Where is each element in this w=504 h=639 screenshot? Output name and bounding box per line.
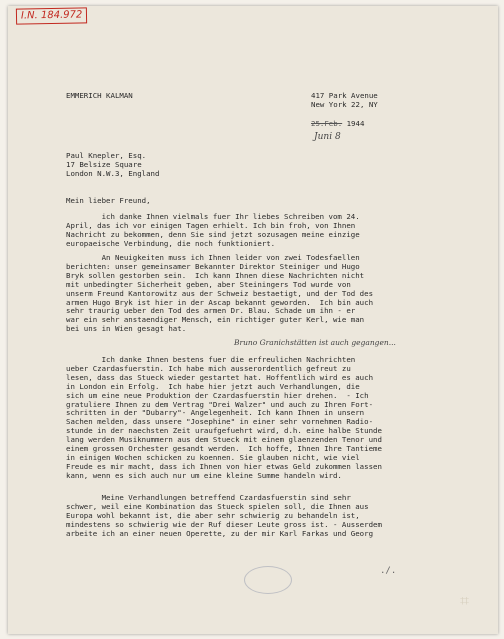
body-line: armen Hugo Bryk ist hier in der Ascap bekannt geworden. Ich bin auch — [66, 297, 374, 307]
body-line: in einigen Wochen schicken zu koennen. Sie glauben nicht, wie viel — [66, 452, 360, 462]
sender-address-line-1: 417 Park Avenue — [311, 91, 378, 100]
pencil-mark: ./. — [380, 566, 397, 576]
body-line: An Neuigkeiten muss ich Ihnen leider von zwei Todesfaellen — [66, 253, 360, 262]
body-line: Freude es mir macht, dass ich Ihnen von hier etwas Geld zukommen lassen — [66, 461, 382, 471]
recipient-line: London N.W.3, England — [66, 169, 160, 178]
body-line: in London ein Erfolg. Ich habe hier jetzt auch Verhandlungen, die — [66, 381, 360, 391]
body-line: Bryk sollen gestorben sein. Ich kann Ihnen diese Nachrichten nicht — [66, 270, 365, 280]
letter-date — [311, 120, 364, 129]
body-line: mit unbedingter Sicherheit geben, aber Steiningers Tod wurde von — [66, 279, 351, 289]
body-line: ueber Czardasfuerstin. Ich habe mich ausserordentlich gefreut zu — [66, 363, 351, 373]
letter-sheet — [8, 6, 498, 634]
body-line: sich um eine neue Produktion der Czardasfuerstin hier drehen. - Ich — [66, 390, 369, 400]
body-line: lesen, dass das Stueck wieder gestartet hat. Hoffentlich wird es auch — [66, 372, 374, 382]
sender-address-line-2: New York 22, NY — [311, 100, 378, 109]
salutation: Mein lieber Freund, — [66, 196, 151, 205]
struck-date: 25.Feb. — [311, 119, 343, 128]
body-line: gratuliere Ihnen zu dem Vertrag "Drei Walzer" und auch zu Ihren Fort- — [66, 399, 374, 409]
body-line: Meine Verhandlungen betreffend Czardasfuerstin sind sehr — [66, 493, 351, 502]
recipient-line: 17 Belsize Square — [66, 160, 142, 169]
archive-number-stamp: I.N. 184.972 — [16, 7, 88, 24]
body-line: stunde in der naechsten Zeit uraufgefuehrt wird, d.h. eine halbe Stunde — [66, 426, 382, 436]
body-line: europaeische Verbindung, die noch funktioniert. — [66, 238, 276, 248]
body-line: schritten in der "Dubarry"- Angelegenheit. Ich kann Ihnen in unsern — [66, 408, 365, 418]
body-line: berichten: unser gemeinsamer Bekannter Direktor Steiniger und Hugo — [66, 261, 360, 271]
body-line: sehr traurig ueber den Tod des armen Dr. Blau. Schade um ihn - er — [66, 306, 356, 316]
handwritten-date: Juni 8 — [314, 132, 341, 142]
body-line: Europa wohl bekannt ist, die aber sehr schwierig zu behandeln ist, — [66, 510, 360, 520]
body-line: schwer, weil eine Kombination das Stueck spielen soll, die Ihnen aus — [66, 501, 369, 511]
handwritten-insert: Bruno Granichstätten ist auch gegangen... — [234, 338, 396, 347]
body-line: arbeite ich an einer neuen Operette, zu der mir Karl Farkas und Georg — [66, 528, 374, 538]
body-line: bei uns in Wien gesagt hat. — [66, 324, 187, 334]
faint-edge-mark: ⌗ — [460, 591, 470, 610]
body-line: war ein sehr anstaendiger Mensch, ein richtiger guter Kerl, wie man — [66, 315, 365, 325]
date-year: 1944 — [342, 119, 365, 128]
body-line: einem grossen Orchester gesandt werden. Ich hoffe, Ihnen Ihre Tantieme — [66, 444, 382, 453]
body-line: April, das ich vor einigen Tagen erhielt. Ich bin froh, von Ihnen — [66, 220, 356, 230]
body-line: lang werden Musiknummern aus dem Stueck mit einem glaenzenden Tenor und — [66, 435, 382, 445]
recipient-line: Paul Knepler, Esq. — [66, 151, 147, 160]
body-line: ich danke Ihnen vielmals fuer Ihr liebes Schreiben vom 24. — [66, 212, 360, 221]
body-line: Sachen melden, dass unsere "Josephine" in einer sehr vornehmen Radio- — [66, 417, 374, 427]
sender-name: EMMERICH KALMAN — [66, 91, 133, 100]
faded-rubber-stamp — [244, 566, 292, 594]
body-line: mindestens so schwierig wie der Ruf dieser Leute gross ist. - Ausserdem — [66, 519, 382, 529]
body-line: unserm Freund Kantorowitz aus der Schweiz bestaetigt, und der Tod des — [66, 288, 374, 298]
body-line: kann, wenn es sich auch nur um eine kleine Summe handeln wird. — [66, 470, 342, 480]
body-line: Ich danke Ihnen bestens fuer die erfreulichen Nachrichten — [66, 355, 356, 364]
body-line: Nachricht zu bekommen, denn Sie sind jetzt sozusagen meine einzige — [66, 229, 360, 239]
